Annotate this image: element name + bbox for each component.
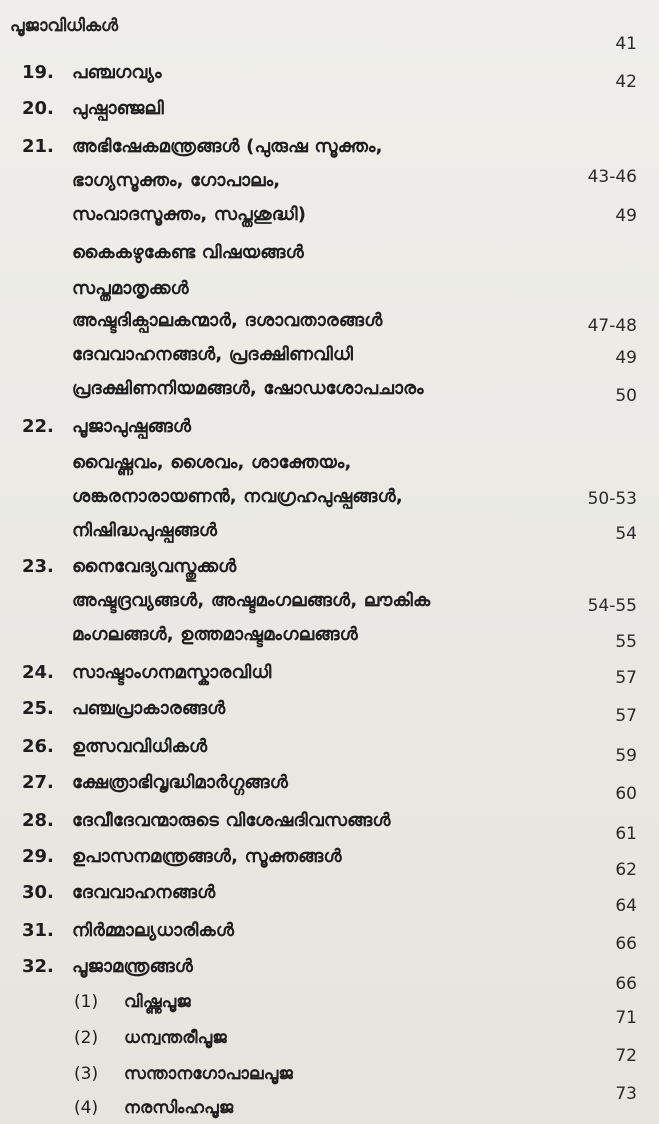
entry-title: ഉത്സവവിധികൾ xyxy=(72,736,208,757)
page-number: 62 xyxy=(615,860,637,880)
page-number: 54 xyxy=(615,524,637,544)
entry-number: 23. xyxy=(22,556,54,577)
entry-title: സാഷ്ടാംഗനമസ്കാരവിധി xyxy=(72,662,272,683)
entry-title: കൈകഴുകേണ്ട വിഷയങ്ങൾ xyxy=(72,242,304,263)
entry-title: നിഷിദ്ധപുഷ്പങ്ങൾ xyxy=(72,520,218,541)
page-number: 72 xyxy=(615,1046,637,1066)
entry-number: 31. xyxy=(22,920,54,941)
entry-number: 25. xyxy=(22,698,54,719)
entry-title: അഷ്ടദിക്പാലകന്മാർ, ദശാവതാരങ്ങൾ xyxy=(72,310,383,331)
page-header: പൂജാവിധികൾ xyxy=(10,16,119,36)
entry-title: അഭിഷേകമന്ത്രങ്ങൾ (പുരുഷ സൂക്തം, xyxy=(72,136,383,157)
page-number: 60 xyxy=(615,784,637,804)
entry-title: ദേവീദേവന്മാരുടെ വിശേഷദിവസങ്ങൾ xyxy=(72,810,391,831)
page-number: 71 xyxy=(615,1008,637,1028)
entry-number: 29. xyxy=(22,846,54,867)
entry-number: 30. xyxy=(22,882,54,903)
entry-number: 24. xyxy=(22,662,54,683)
subentry-number: (4) xyxy=(74,1098,99,1118)
entry-title: ശങ്കരനാരായണൻ, നവഗ്രഹപുഷ്പങ്ങൾ, xyxy=(72,486,403,507)
entry-title: മംഗലങ്ങൾ, ഉത്തമാഷ്ടമംഗലങ്ങൾ xyxy=(72,624,358,645)
subentry-title: ധന്വന്തരീപൂജ xyxy=(124,1028,227,1048)
page-number: 55 xyxy=(615,632,637,652)
page-number: 66 xyxy=(615,974,637,994)
entry-title: നിർമ്മാല്യധാരികൾ xyxy=(72,920,235,941)
entry-number: 27. xyxy=(22,772,54,793)
entry-title: സംവാദസൂക്തം, സപ്തശുദ്ധി) xyxy=(72,204,307,225)
entry-number: 20. xyxy=(22,98,54,119)
entry-title: ഭാഗ്യസൂക്തം, ഗോപാലം, xyxy=(72,170,281,191)
subentry-title: നരസിംഹപൂജ xyxy=(124,1098,234,1118)
entry-title: പ്രദക്ഷിണനിയമങ്ങൾ, ഷോഡശോപചാരം xyxy=(72,378,424,399)
entry-number: 22. xyxy=(22,416,54,437)
page-number: 64 xyxy=(615,896,637,916)
page-number: 43-46 xyxy=(587,167,637,187)
entry-title: വൈഷ്ണവം, ശൈവം, ശാക്തേയം, xyxy=(72,452,352,473)
subentry-number: (2) xyxy=(74,1028,99,1048)
page-number: 61 xyxy=(615,824,637,844)
entry-title: പഞ്ചപ്രാകാരങ്ങൾ xyxy=(72,698,226,719)
entry-title: സപ്തമാതൃക്കൾ xyxy=(72,278,189,299)
page-number: 41 xyxy=(615,34,637,54)
entry-number: 26. xyxy=(22,736,54,757)
page-number: 57 xyxy=(615,706,637,726)
entry-title: പഞ്ചഗവ്യം xyxy=(72,62,162,83)
entry-title: ദേവവാഹനങ്ങൾ, പ്രദക്ഷിണവിധി xyxy=(72,344,354,365)
page-number: 49 xyxy=(615,348,637,368)
entry-title: പൂജാമന്ത്രങ്ങൾ xyxy=(72,956,194,977)
subentry-number: (1) xyxy=(74,992,99,1012)
page-number: 49 xyxy=(615,206,637,226)
page-number: 50 xyxy=(615,386,637,406)
page-number: 66 xyxy=(615,934,637,954)
entry-title: അഷ്ടദ്രവ്യങ്ങൾ, അഷ്ടമംഗലങ്ങൾ, ലൗകിക xyxy=(72,590,431,611)
entry-title: ഉപാസനമന്ത്രങ്ങൾ, സൂക്തങ്ങൾ xyxy=(72,846,342,867)
entry-title: പൂജാപുഷ്പങ്ങൾ xyxy=(72,416,192,437)
page-number: 59 xyxy=(615,746,637,766)
entry-title: നൈവേദ്യവസ്തുക്കൾ xyxy=(72,556,237,577)
entry-title: പുഷ്പാഞ്ജലി xyxy=(72,98,165,119)
entry-title: ക്ഷേത്രാഭിവൃദ്ധിമാർഗ്ഗങ്ങൾ xyxy=(72,772,289,793)
subentry-number: (3) xyxy=(74,1064,99,1084)
page-number: 50-53 xyxy=(587,489,637,509)
page-number: 73 xyxy=(615,1084,637,1104)
page-number: 47-48 xyxy=(587,316,637,336)
page-number: 42 xyxy=(615,72,637,92)
entry-number: 21. xyxy=(22,136,54,157)
page-number: 57 xyxy=(615,668,637,688)
entry-number: 32. xyxy=(22,956,54,977)
entry-title: ദേവവാഹനങ്ങൾ xyxy=(72,882,216,903)
subentry-title: വിഷ്ണുപൂജ xyxy=(124,992,191,1012)
subentry-title: സന്താനഗോപാലപൂജ xyxy=(124,1064,293,1084)
entry-number: 28. xyxy=(22,810,54,831)
page-number: 54-55 xyxy=(587,596,637,616)
entry-number: 19. xyxy=(22,62,54,83)
